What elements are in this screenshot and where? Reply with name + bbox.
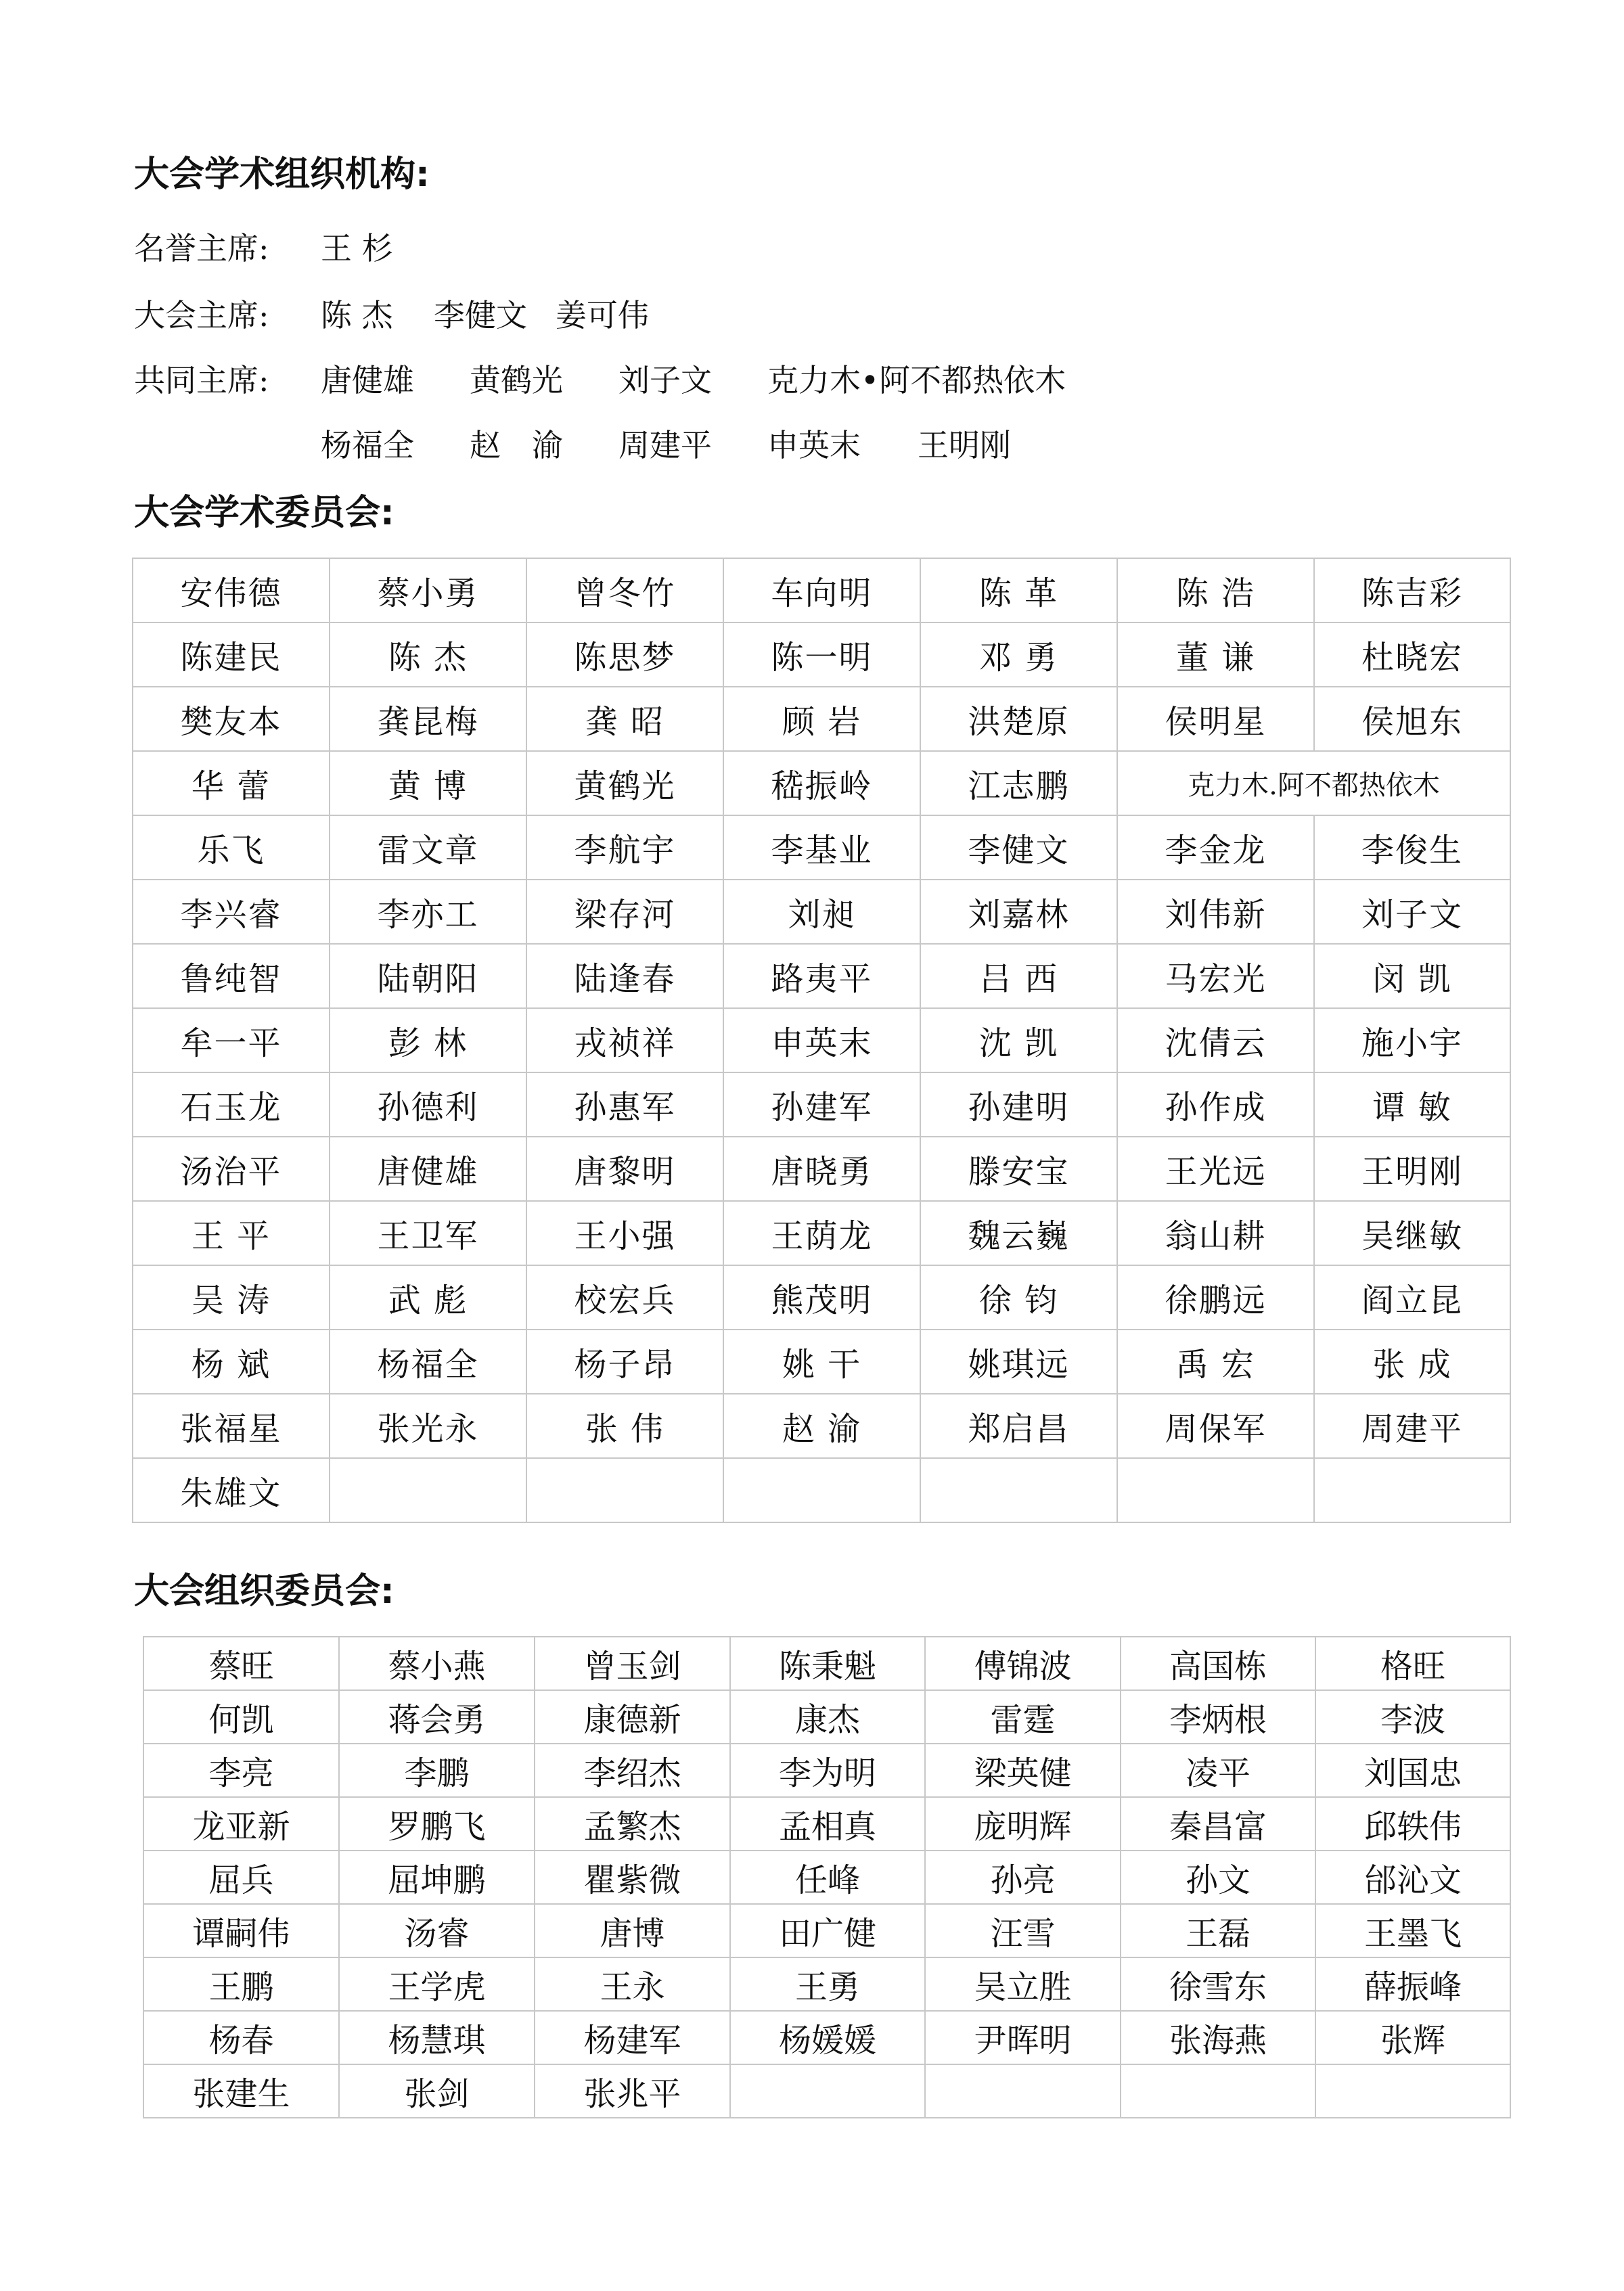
member-cell: 谭嗣伟: [143, 1904, 339, 1957]
member-cell: 陆逢春: [526, 944, 723, 1008]
member-cell: 汤睿: [339, 1904, 535, 1957]
member-cell: [723, 1458, 920, 1522]
academic-committee-heading: 大会学术委员会:: [134, 493, 394, 533]
member-cell: 蔡小燕: [339, 1637, 535, 1690]
member-cell: 杨慧琪: [339, 2011, 535, 2064]
member-cell: 石玉龙: [133, 1072, 330, 1137]
member-cell: 杨 斌: [133, 1330, 330, 1394]
member-cell: [526, 1458, 723, 1522]
member-cell: 陈秉魁: [730, 1637, 925, 1690]
member-cell: [1117, 1458, 1314, 1522]
member-cell: 康德新: [535, 1690, 730, 1744]
academic-table-row: [133, 622, 1510, 687]
member-cell: 李波: [1315, 1690, 1510, 1744]
member-cell: 王明刚: [1314, 1137, 1510, 1201]
member-cell: 校宏兵: [526, 1265, 723, 1330]
member-cell: 蔡旺: [143, 1637, 339, 1690]
member-cell: 张剑: [339, 2064, 535, 2118]
member-cell: 侯旭东: [1314, 687, 1510, 751]
member-cell: 张福星: [133, 1394, 330, 1458]
member-cell: 武 彪: [330, 1265, 526, 1330]
academic-table-row: [133, 880, 1510, 944]
member-cell: 李鹏: [339, 1744, 535, 1797]
organizing-table-row: [143, 1690, 1510, 1744]
co-chair-name: 杨福全: [321, 427, 414, 463]
academic-table-row: [133, 1330, 1510, 1394]
member-cell: 王勇: [730, 1957, 925, 2011]
member-cell: 樊友本: [133, 687, 330, 751]
member-cell: [730, 2064, 925, 2118]
member-cell: 刘伟新: [1117, 880, 1314, 944]
member-cell: 王鹏: [143, 1957, 339, 2011]
member-cell: 曾玉剑: [535, 1637, 730, 1690]
member-cell: 陈 革: [920, 558, 1117, 622]
organizing-table-row: [143, 1957, 1510, 2011]
co-chair-name: 唐健雄: [321, 362, 414, 399]
member-cell: 安伟德: [133, 558, 330, 622]
conference-chair-label: 大会主席:: [134, 297, 269, 334]
member-cell: 魏云巍: [920, 1201, 1117, 1265]
member-cell: 杨子昂: [526, 1330, 723, 1394]
member-cell: 吴立胜: [925, 1957, 1121, 2011]
member-cell: 洪楚原: [920, 687, 1117, 751]
organization-heading: 大会学术组织机构:: [134, 154, 430, 195]
member-cell: 克力木.阿不都热依木: [1117, 751, 1510, 815]
member-cell: 徐雪东: [1121, 1957, 1315, 2011]
organizing-committee-heading: 大会组织委员会:: [134, 1571, 394, 1612]
member-cell: 牟一平: [133, 1008, 330, 1072]
co-chair-name: 申英末: [767, 427, 861, 463]
member-cell: 侯明星: [1117, 687, 1314, 751]
member-cell: 孙作成: [1117, 1072, 1314, 1137]
member-cell: 姚 干: [723, 1330, 920, 1394]
member-cell: 孙惠军: [526, 1072, 723, 1137]
member-cell: 李炳根: [1121, 1690, 1315, 1744]
member-cell: 李航宇: [526, 815, 723, 880]
member-cell: 彭 林: [330, 1008, 526, 1072]
member-cell: 赵 渝: [723, 1394, 920, 1458]
member-cell: 陈思梦: [526, 622, 723, 687]
member-cell: [1121, 2064, 1315, 2118]
academic-table-row: [133, 1072, 1510, 1137]
member-cell: 姚琪远: [920, 1330, 1117, 1394]
member-cell: 路夷平: [723, 944, 920, 1008]
member-cell: 杨建军: [535, 2011, 730, 2064]
member-cell: 沈倩云: [1117, 1008, 1314, 1072]
organizing-table-row: [143, 1797, 1510, 1851]
member-cell: 邓 勇: [920, 622, 1117, 687]
member-cell: 龚 昭: [526, 687, 723, 751]
member-cell: 龙亚新: [143, 1797, 339, 1851]
member-cell: 梁英健: [925, 1744, 1121, 1797]
member-cell: 华 蕾: [133, 751, 330, 815]
member-cell: 陈一明: [723, 622, 920, 687]
organizing-table-row: [143, 1637, 1510, 1690]
member-cell: 刘国忠: [1315, 1744, 1510, 1797]
academic-table-row: [133, 687, 1510, 751]
member-cell: 陆朝阳: [330, 944, 526, 1008]
member-cell: 杨春: [143, 2011, 339, 2064]
member-cell: [1315, 2064, 1510, 2118]
member-cell: 曾冬竹: [526, 558, 723, 622]
academic-table-row: [133, 1201, 1510, 1265]
member-cell: 孙亮: [925, 1851, 1121, 1904]
member-cell: 鲁纯智: [133, 944, 330, 1008]
member-cell: 康杰: [730, 1690, 925, 1744]
member-cell: 蔡小勇: [330, 558, 526, 622]
member-cell: 闵 凯: [1314, 944, 1510, 1008]
member-cell: 刘嘉林: [920, 880, 1117, 944]
member-cell: 雷霆: [925, 1690, 1121, 1744]
member-cell: 谭 敏: [1314, 1072, 1510, 1137]
member-cell: 秦昌富: [1121, 1797, 1315, 1851]
co-chair-name: 赵 渝: [470, 427, 563, 463]
member-cell: 李兴睿: [133, 880, 330, 944]
member-cell: 禹 宏: [1117, 1330, 1314, 1394]
organizing-table-row: [143, 2064, 1510, 2118]
co-chair-name: 刘子文: [618, 362, 712, 399]
organizing-table-row: [143, 1904, 1510, 1957]
member-cell: 田广健: [730, 1904, 925, 1957]
member-cell: 徐 钧: [920, 1265, 1117, 1330]
member-cell: 李亦工: [330, 880, 526, 944]
member-cell: 薛振峰: [1315, 1957, 1510, 2011]
member-cell: 李绍杰: [535, 1744, 730, 1797]
conference-chair-name: 陈 杰: [321, 297, 393, 334]
member-cell: 蒋会勇: [339, 1690, 535, 1744]
conference-chair-name: 姜可伟: [556, 297, 649, 334]
member-cell: 梁存河: [526, 880, 723, 944]
member-cell: 徐鹏远: [1117, 1265, 1314, 1330]
organizing-table-row: [143, 1744, 1510, 1797]
member-cell: 王永: [535, 1957, 730, 2011]
member-cell: [1314, 1458, 1510, 1522]
academic-table-row: [133, 751, 1510, 815]
member-cell: 高国栋: [1121, 1637, 1315, 1690]
member-cell: 王墨飞: [1315, 1904, 1510, 1957]
honorary-chair-label: 名誉主席:: [134, 230, 269, 267]
honorary-chair-name: 王 杉: [321, 230, 393, 267]
member-cell: 罗鹏飞: [339, 1797, 535, 1851]
member-cell: 孙德利: [330, 1072, 526, 1137]
member-cell: 唐博: [535, 1904, 730, 1957]
member-cell: 傅锦波: [925, 1637, 1121, 1690]
member-cell: 王磊: [1121, 1904, 1315, 1957]
member-cell: 凌平: [1121, 1744, 1315, 1797]
member-cell: 陈 杰: [330, 622, 526, 687]
member-cell: 李金龙: [1117, 815, 1314, 880]
member-cell: 刘子文: [1314, 880, 1510, 944]
member-cell: 庞明辉: [925, 1797, 1121, 1851]
member-cell: 李俊生: [1314, 815, 1510, 880]
member-cell: 陈 浩: [1117, 558, 1314, 622]
member-cell: 王小强: [526, 1201, 723, 1265]
academic-table-row: [133, 558, 1510, 622]
member-cell: 王光远: [1117, 1137, 1314, 1201]
member-cell: 唐黎明: [526, 1137, 723, 1201]
member-cell: 杨福全: [330, 1330, 526, 1394]
member-cell: 何凯: [143, 1690, 339, 1744]
academic-table-row: [133, 815, 1510, 880]
academic-table-row: [133, 944, 1510, 1008]
member-cell: 马宏光: [1117, 944, 1314, 1008]
member-cell: 乐飞: [133, 815, 330, 880]
academic-table-row: [133, 1137, 1510, 1201]
member-cell: 车向明: [723, 558, 920, 622]
member-cell: 张海燕: [1121, 2011, 1315, 2064]
co-chair-name: 克力木•阿不都热依木: [767, 362, 1066, 399]
member-cell: 唐健雄: [330, 1137, 526, 1201]
member-cell: 王卫军: [330, 1201, 526, 1265]
member-cell: 阎立昆: [1314, 1265, 1510, 1330]
co-chair-name: 周建平: [618, 427, 712, 463]
member-cell: 龚昆梅: [330, 687, 526, 751]
academic-table-row: [133, 1265, 1510, 1330]
member-cell: 格旺: [1315, 1637, 1510, 1690]
member-cell: 戎祯祥: [526, 1008, 723, 1072]
member-cell: 屈兵: [143, 1851, 339, 1904]
member-cell: 唐晓勇: [723, 1137, 920, 1201]
member-cell: 邱轶伟: [1315, 1797, 1510, 1851]
member-cell: 张辉: [1315, 2011, 1510, 2064]
co-chair-name: 王明刚: [918, 427, 1011, 463]
member-cell: 吴继敏: [1314, 1201, 1510, 1265]
member-cell: [920, 1458, 1117, 1522]
member-cell: 顾 岩: [723, 687, 920, 751]
member-cell: 周保军: [1117, 1394, 1314, 1458]
member-cell: 黄 博: [330, 751, 526, 815]
member-cell: 汤治平: [133, 1137, 330, 1201]
co-chair-name: 黄鹤光: [470, 362, 563, 399]
member-cell: 李亮: [143, 1744, 339, 1797]
member-cell: [925, 2064, 1121, 2118]
member-cell: 屈坤鹏: [339, 1851, 535, 1904]
organizing-table-row: [143, 1851, 1510, 1904]
academic-table-row: [133, 1458, 1510, 1522]
member-cell: 熊茂明: [723, 1265, 920, 1330]
member-cell: 刘昶: [723, 880, 920, 944]
member-cell: 江志鹏: [920, 751, 1117, 815]
member-cell: 杜晓宏: [1314, 622, 1510, 687]
academic-committee-table: [132, 558, 1511, 1523]
organizing-committee-table: [143, 1636, 1511, 2118]
member-cell: 李为明: [730, 1744, 925, 1797]
member-cell: 邰沁文: [1315, 1851, 1510, 1904]
member-cell: 郑启昌: [920, 1394, 1117, 1458]
member-cell: 尹晖明: [925, 2011, 1121, 2064]
co-chairs-label: 共同主席:: [134, 362, 269, 399]
member-cell: 吴 涛: [133, 1265, 330, 1330]
member-cell: 孙建军: [723, 1072, 920, 1137]
member-cell: 施小宇: [1314, 1008, 1510, 1072]
member-cell: 张光永: [330, 1394, 526, 1458]
member-cell: 申英末: [723, 1008, 920, 1072]
member-cell: 雷文章: [330, 815, 526, 880]
member-cell: 王学虎: [339, 1957, 535, 2011]
member-cell: 王 平: [133, 1201, 330, 1265]
member-cell: 沈 凯: [920, 1008, 1117, 1072]
member-cell: 嵇振岭: [723, 751, 920, 815]
member-cell: 孟繁杰: [535, 1797, 730, 1851]
conference-chair-name: 李健文: [434, 297, 527, 334]
member-cell: 张兆平: [535, 2064, 730, 2118]
member-cell: 孙建明: [920, 1072, 1117, 1137]
academic-table-row: [133, 1394, 1510, 1458]
member-cell: 吕 西: [920, 944, 1117, 1008]
member-cell: 瞿紫微: [535, 1851, 730, 1904]
member-cell: 任峰: [730, 1851, 925, 1904]
member-cell: 张 成: [1314, 1330, 1510, 1394]
member-cell: 朱雄文: [133, 1458, 330, 1522]
member-cell: 杨媛媛: [730, 2011, 925, 2064]
member-cell: 李基业: [723, 815, 920, 880]
member-cell: 张建生: [143, 2064, 339, 2118]
member-cell: 孙文: [1121, 1851, 1315, 1904]
member-cell: 张 伟: [526, 1394, 723, 1458]
member-cell: 董 谦: [1117, 622, 1314, 687]
member-cell: 李健文: [920, 815, 1117, 880]
member-cell: 黄鹤光: [526, 751, 723, 815]
member-cell: 王荫龙: [723, 1201, 920, 1265]
member-cell: [330, 1458, 526, 1522]
academic-table-row: [133, 1008, 1510, 1072]
member-cell: 孟相真: [730, 1797, 925, 1851]
member-cell: 周建平: [1314, 1394, 1510, 1458]
member-cell: 汪雪: [925, 1904, 1121, 1957]
member-cell: 翁山耕: [1117, 1201, 1314, 1265]
organizing-table-row: [143, 2011, 1510, 2064]
member-cell: 滕安宝: [920, 1137, 1117, 1201]
member-cell: 陈建民: [133, 622, 330, 687]
member-cell: 陈吉彩: [1314, 558, 1510, 622]
